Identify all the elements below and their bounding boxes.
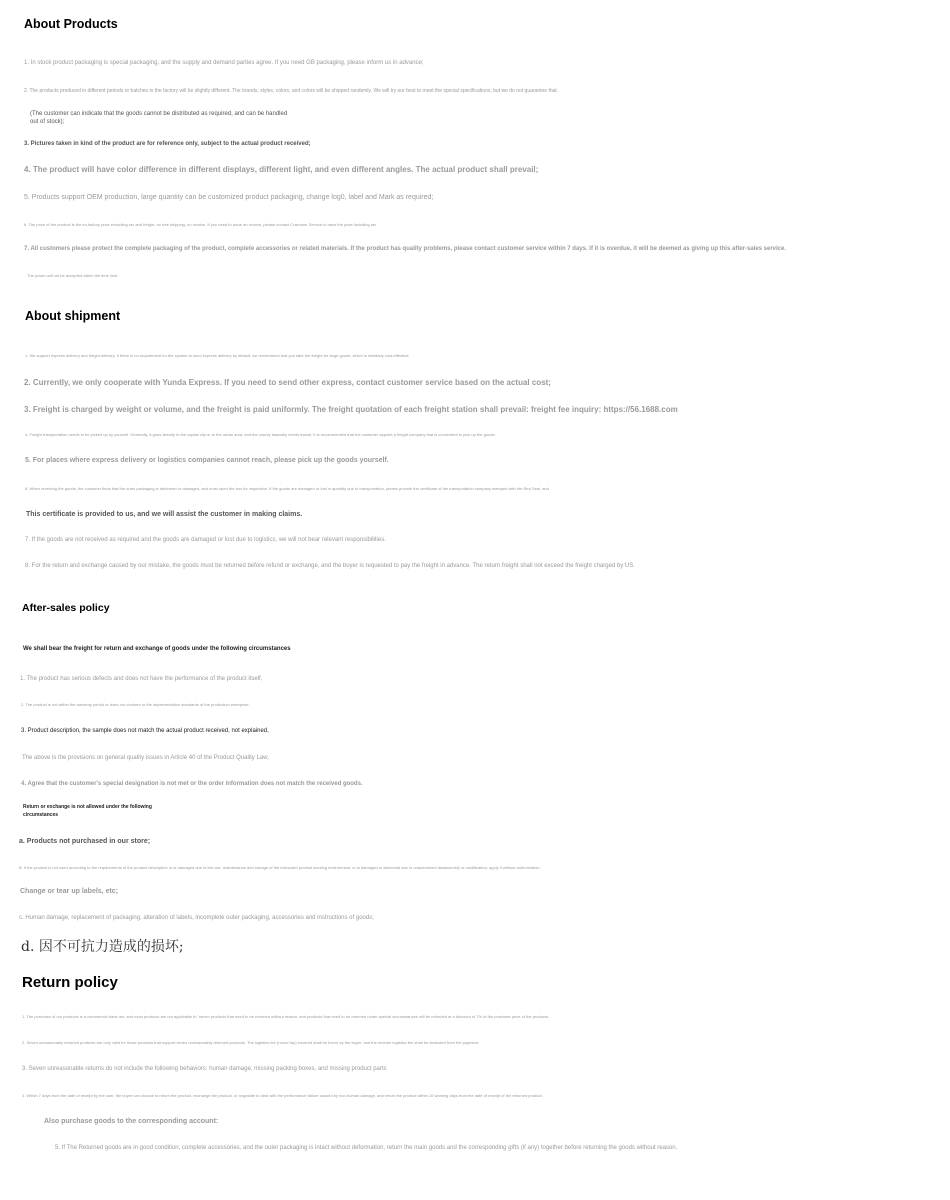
- products-item-6: 6. The price of the product is the ex-factory price excluding tax and freight, no free shipping, no invoice. If you need to issue an invoice, please contact Customer Service to have the price including tax.: [24, 222, 378, 227]
- products-item-5: 5. Products support OEM production, large quantity can be customized product packaging, change log0, label and Mark as required;: [24, 194, 434, 201]
- shipment-item-6-note: This certificate is provided to us, and we will assist the customer in making claims.: [26, 511, 303, 518]
- after-sales-item-1: 1. The product has serious defects and does not have the performance of the product itself,: [20, 676, 263, 682]
- after-sales-item-3-note: The above is the provisions on general quality issues in Article 40 of the Product Quality Law,: [22, 755, 269, 761]
- not-allowed-item-d: d. 因不可抗力造成的损坏;: [21, 939, 184, 955]
- not-allowed-title-line2: circumstances: [23, 812, 59, 818]
- shipment-item-7: 7. If the goods are not received as required and the goods are damaged or lost due to logistics, we will not bear relevant responsibilities.: [25, 537, 386, 543]
- not-allowed-item-b: B. If the product is not used according to the requirements of the product description or is damaged due to the use, maintenance and storage of the instructed product working environment, or is damaged or abnormal due to unauthorized disassembly or modification, apply it without authorization.: [19, 865, 541, 870]
- return-item-4: 4. Within 7 days from the date of receipt by the user, the buyer can choose to return the product, exchange the product, or negotiate to deal with the performance failure caused by non-human damage, and return the product within 10 working days from the date of receipt of the returned product.: [22, 1093, 543, 1098]
- products-item-7: 7. All customers please protect the complete packaging of the product, complete accessories or related materials. If the product has quality problems, please contact customer service within 7 days. If it is overdue, it will be deemed as giving up this after-sales service.: [24, 246, 787, 252]
- section-title-return-policy: Return policy: [22, 974, 118, 991]
- section-title-after-sales: After-sales policy: [22, 602, 110, 614]
- return-item-2: 2. Seven unreasonably returned products are only valid for those products that support seven unreasonably returned products. The logistics fee (round trip) incurred shall be borne by the buyer, and the reverse logistics fee shall be deducted from the payment.: [22, 1040, 480, 1045]
- shipment-item-5: 5. For places where express delivery or logistics companies cannot reach, please pick up the goods yourself.: [25, 457, 389, 464]
- return-item-1: 1. The purchase of our products is a commercial trade act, and most products are not applicable to "seven products that need to be returned without reason, and products that need to be returned under special circumstances will be refunded at a discount of 7% of the purchase price of the products.: [22, 1014, 550, 1019]
- shipment-item-4: 4. Freight transportation needs to be picked up by yourself. Generally, it goes directly to the capital city or to the urban area, and the county basically needs transit. It is recommended that the customer appoint a freight company that is convenient to pick up the goods.: [25, 432, 496, 437]
- after-sales-item-2: 2. The product is not within the warranty period or does not conform to the implementation standards of the production enterprise,: [21, 702, 250, 707]
- shipment-item-3: 3. Freight is charged by weight or volume, and the freight is paid uniformly. The freight quotation of each freight station shall prevail: freight fee inquiry: https://56.1688.com: [24, 405, 678, 414]
- return-item-3: 3. Seven unreasonable returns do not include the following behaviors: human damage, missing packing boxes, and missing product parts: [22, 1066, 387, 1072]
- after-sales-item-3: 3. Product description, the sample does not match the actual product received, not explained,: [21, 728, 269, 734]
- products-item-3: 3. Pictures taken in kind of the product are for reference only, subject to the actual product received;: [24, 141, 311, 147]
- return-item-4-note: Also purchase goods to the corresponding account:: [44, 1118, 219, 1125]
- return-item-5: 5. If The Returned goods are in good condition, complete accessories, and the outer packaging is intact without deformation, return the main goods and the corresponding gifts (if any) together before returning the goods without reason.: [55, 1145, 678, 1151]
- products-item-2-note-line2: out of stock);: [30, 119, 65, 125]
- not-allowed-item-c: c. Human damage, replacement of packaging, alteration of labels, incomplete outer packaging, accessories and instructions of goods;: [19, 915, 374, 921]
- shipment-item-2: 2. Currently, we only cooperate with Yunda Express. If you need to send other express, contact customer service based on the actual cost;: [24, 378, 551, 387]
- section-title-about-products: About Products: [24, 17, 118, 31]
- products-item-4: 4. The product will have color difference in different displays, different light, and even different angles. The actual product shall prevail;: [24, 165, 539, 174]
- products-item-7-note: The power will not be accepted within the time limit.: [27, 273, 119, 278]
- after-sales-subtitle: We shall bear the freight for return and exchange of goods under the following circumstances: [23, 646, 291, 652]
- products-item-2-note-line1: (The customer can indicate that the goods cannot be distributed as required, and can be handled: [30, 111, 288, 117]
- shipment-item-1: 1. We support express delivery and freight delivery. If there is no requirement for the system to send express delivery by default, we recommend that you take the freight for large goods, which is relatively cost-effective;: [25, 353, 410, 358]
- shipment-item-6: 6. When receiving the goods, the customer finds that the outer packaging is deformed or damaged, and must open the box for inspection. If the goods are damaged or lost in quantity due to transportation, please provide the certificate of the transportation company stamped with the Red Seal, and: [25, 486, 549, 491]
- section-title-about-shipment: About shipment: [25, 309, 121, 323]
- shipment-item-8: 8. For the return and exchange caused by our mistake, the goods must be returned before refund or exchange, and the buyer is requested to pay the freight in advance. The return freight shall not exceed the freight charged by US.: [25, 563, 635, 569]
- products-item-1: 1. In stock product packaging is special packaging, and the supply and demand parties agree. If you need GB packaging, please inform us in advance;: [24, 60, 424, 66]
- after-sales-item-4: 4. Agree that the customer's special designation is not met or the order information does not match the received goods.: [21, 781, 363, 787]
- not-allowed-title-line1: Return or exchange is not allowed under the following: [23, 804, 152, 810]
- not-allowed-item-a: a. Products not purchased in our store;: [19, 838, 151, 845]
- not-allowed-item-b-note: Change or tear up labels, etc;: [20, 888, 119, 895]
- products-item-2: 2. The products produced in different periods or batches in the factory will be slightly different. The brands, styles, colors, and colors will be shipped randomly. We will try our best to meet the special specifications, but we do not guarantee that: [24, 88, 557, 94]
